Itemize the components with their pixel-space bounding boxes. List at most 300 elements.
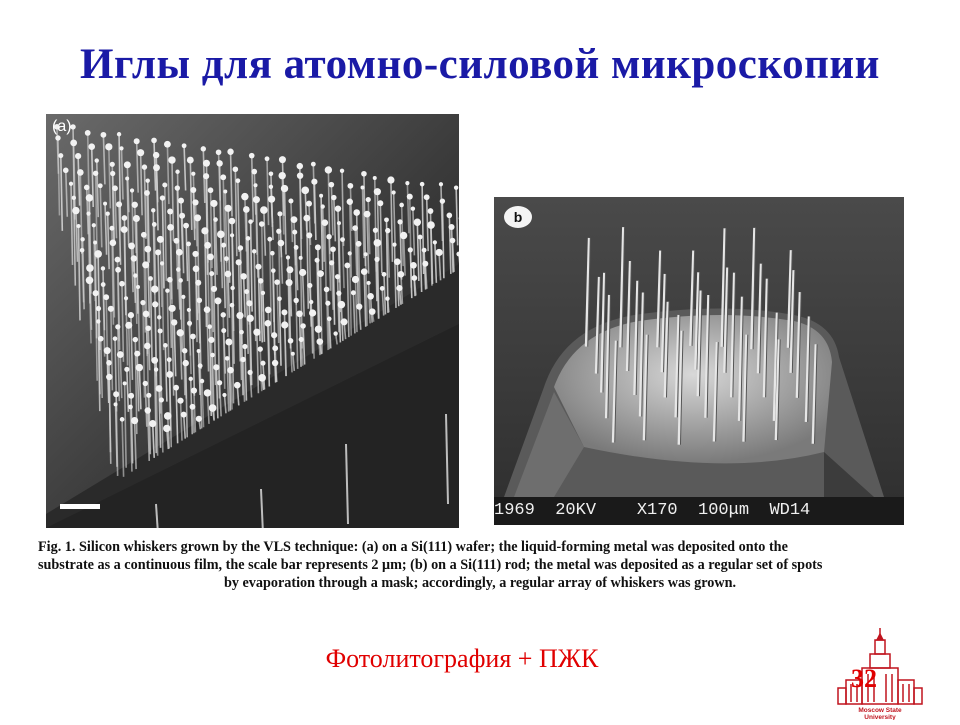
whisker-tip <box>211 286 217 292</box>
whisker-tip <box>336 291 341 296</box>
whisker-tip <box>351 290 356 295</box>
whisker-tip <box>125 176 129 180</box>
whisker-tip <box>225 271 232 278</box>
whisker-tip <box>405 181 409 185</box>
whisker-tip <box>109 226 114 231</box>
whisker-tip <box>327 317 332 322</box>
whisker-tip <box>103 294 109 300</box>
whisker-tip <box>187 321 192 326</box>
whisker-tip <box>272 345 278 351</box>
whisker-tip <box>306 201 312 207</box>
whisker-tip <box>377 200 383 206</box>
whisker-tip <box>225 338 232 345</box>
whisker-tip <box>348 251 352 255</box>
whisker-tip <box>303 215 310 222</box>
whisker-tip <box>130 188 134 192</box>
whisker-tip <box>288 199 293 204</box>
whisker-tip <box>347 183 353 189</box>
whisker-tip <box>254 183 258 187</box>
whisker-tip <box>265 320 272 327</box>
whisker-tip <box>293 298 298 303</box>
whisker-tip <box>167 277 173 283</box>
whisker-tip <box>394 258 401 265</box>
whisker-tip <box>128 312 134 318</box>
whisker-tip <box>182 143 187 148</box>
whisker-tip <box>175 170 179 174</box>
whisker-tip <box>176 249 183 256</box>
whisker-rod-illustration <box>494 197 904 525</box>
whisker-tip <box>93 240 97 244</box>
whisker-tip <box>216 149 222 155</box>
whisker-tip <box>240 357 245 362</box>
whisker-tip <box>177 398 183 404</box>
whisker-tip <box>207 253 214 260</box>
whisker-tip <box>96 306 101 311</box>
whisker-tip <box>108 306 114 312</box>
whisker-tip <box>151 208 155 212</box>
whisker-tip <box>132 202 138 208</box>
panel-label-b: b <box>504 206 532 228</box>
whisker-tip <box>101 132 107 138</box>
whisker-tip <box>397 219 402 224</box>
whisker-tip <box>145 325 151 331</box>
whisker-tip <box>309 309 316 316</box>
whisker-tip <box>276 229 281 234</box>
page-number: 32 <box>842 664 886 694</box>
sem-image-b <box>494 197 904 525</box>
whisker-tip <box>86 276 94 284</box>
whisker-tip <box>137 149 144 156</box>
slide-title: Иглы для атомно-силовой микроскопии <box>0 40 960 89</box>
whisker-tip <box>374 257 379 262</box>
whisker-tip <box>299 256 303 260</box>
whisker-tip <box>248 370 253 375</box>
whisker-tip <box>201 146 206 151</box>
whisker-tip <box>338 301 346 309</box>
whisker-tip <box>261 361 266 366</box>
whisker-tip <box>325 301 330 306</box>
whisker-tip <box>267 237 272 242</box>
whisker-tip <box>110 162 115 167</box>
whisker-tip <box>105 143 112 150</box>
whisker-tip <box>301 187 309 195</box>
whisker-tip <box>163 425 170 432</box>
whisker-tip <box>361 268 368 275</box>
whisker-tip <box>337 221 341 225</box>
whisker-tip <box>278 240 285 247</box>
whisker-tip <box>306 232 312 238</box>
whisker-tip <box>297 172 303 178</box>
whisker-tip <box>142 164 147 169</box>
whisker-tip <box>236 259 242 265</box>
whisker-tip <box>95 158 99 162</box>
whisker-tip <box>369 308 376 315</box>
whisker-tip <box>408 247 413 252</box>
whisker-tip <box>428 208 434 214</box>
whisker-tip <box>286 255 290 259</box>
whisker-tip <box>101 266 105 270</box>
whisker-tip <box>190 404 196 410</box>
whisker-tip <box>156 385 163 392</box>
whisker-tip <box>143 311 150 318</box>
whisker-tip <box>167 209 173 215</box>
whisker-tip <box>331 195 336 200</box>
whisker-tip <box>315 244 321 250</box>
whisker-tip <box>449 224 455 230</box>
whisker-tip <box>160 195 165 200</box>
whisker-tip <box>374 188 381 195</box>
whisker-tip <box>200 379 204 383</box>
whisker-tip <box>146 393 151 398</box>
whisker-tip <box>213 364 219 370</box>
whisker-tip <box>274 279 280 285</box>
whisker-tip <box>80 248 85 253</box>
whisker-tip <box>166 371 173 378</box>
whisker-tip <box>352 276 359 283</box>
whisker-tip <box>299 337 304 342</box>
whisker-tip <box>141 232 147 238</box>
whisker-tip <box>114 402 118 406</box>
figure-caption <box>38 538 922 592</box>
whisker-tip <box>183 223 189 229</box>
whisker-tip <box>142 261 149 268</box>
whisker-tip <box>195 280 201 286</box>
whisker-tip <box>93 290 99 296</box>
whisker-tip <box>382 272 387 277</box>
whisker-tip <box>133 273 137 277</box>
whisker-tip <box>134 138 140 144</box>
whisker-tip <box>235 178 240 183</box>
whisker-tip <box>203 160 210 167</box>
whisker-tip <box>115 267 121 273</box>
whisker-tip <box>439 182 443 186</box>
whisker-tip <box>164 141 171 148</box>
whisker-tip <box>173 385 179 391</box>
whisker-tip <box>364 211 371 218</box>
whisker-tip <box>251 169 257 175</box>
whisker-tip <box>261 291 265 295</box>
whisker-tip <box>373 228 378 233</box>
whisker-tip <box>385 296 389 300</box>
whisker-tip <box>271 332 277 338</box>
whisker-tip <box>241 193 248 200</box>
whisker-tip <box>384 217 389 222</box>
whisker-tip <box>418 235 423 240</box>
whisker-tip <box>422 261 428 267</box>
whisker-tip <box>58 153 63 158</box>
whisker-tip <box>208 337 214 343</box>
whisker-tip <box>196 416 202 422</box>
whisker-tip <box>311 162 316 167</box>
whisker-tip <box>190 334 196 340</box>
whisker-tip <box>124 161 131 168</box>
whisker-tip <box>152 222 157 227</box>
whisker-tip <box>319 194 323 198</box>
whisker-tip <box>157 236 164 243</box>
whisker-tip <box>96 319 100 323</box>
whisker-tip <box>392 242 396 246</box>
whisker-tip <box>101 282 106 287</box>
whisker-tip <box>154 367 158 371</box>
whisker-tip <box>246 236 251 241</box>
whisker-tip <box>84 185 90 191</box>
whisker-tip <box>63 168 69 174</box>
whisker-tip <box>210 200 217 207</box>
whisker-tip <box>159 397 164 402</box>
whisker-tip <box>153 152 159 158</box>
whisker-tip <box>222 393 226 397</box>
whisker-tip <box>94 250 102 258</box>
whisker-tip <box>427 221 435 229</box>
whisker-tip <box>189 377 193 381</box>
whisker-tip <box>246 315 253 322</box>
whisker-tip <box>230 286 234 290</box>
whisker-tip <box>307 283 312 288</box>
sem-image-a <box>46 114 459 528</box>
whisker-tip <box>204 306 211 313</box>
whisker-tip <box>396 285 402 291</box>
sem-info-bar: 1969 20KV X170 100μm WD14 <box>494 497 904 525</box>
whisker-tip <box>325 166 332 173</box>
whisker-tip <box>148 276 153 281</box>
whisker-tip <box>353 209 360 216</box>
whisker-tip <box>174 238 180 244</box>
whisker-tip <box>291 216 298 223</box>
whisker-tip <box>411 275 417 281</box>
whisker-tip <box>214 297 221 304</box>
whisker-tip <box>269 171 274 176</box>
whisker-tip <box>297 163 303 169</box>
whisker-tip <box>103 202 107 206</box>
whisker-tip <box>198 363 203 368</box>
whisker-tip <box>352 225 358 231</box>
whisker-tip <box>131 417 138 424</box>
whisker-tip <box>136 285 140 289</box>
whisker-tip <box>229 218 236 225</box>
whisker-tip <box>116 201 122 207</box>
whisker-tip <box>330 246 336 252</box>
whisker-tip <box>98 183 103 188</box>
whisker-tip <box>110 171 115 176</box>
whisker-tip <box>281 321 288 328</box>
whisker-tip <box>204 242 211 249</box>
whisker-tip <box>411 206 415 210</box>
whisker-tip <box>385 228 390 233</box>
whisker-tip <box>169 305 176 312</box>
whisker-tip <box>120 417 125 422</box>
whisker-tip <box>192 251 198 257</box>
whisker-tip <box>210 353 215 358</box>
whisker-tip <box>194 214 201 221</box>
slide-subtitle: Фотолитография + ПЖК <box>0 644 924 674</box>
whisker-tip <box>164 412 172 420</box>
whisker-tip <box>324 287 330 293</box>
whisker-tip <box>55 135 60 140</box>
whisker-tip <box>225 356 230 361</box>
whisker-tip <box>221 312 226 317</box>
whisker-tip <box>151 357 158 364</box>
whisker-tip <box>178 198 184 204</box>
whisker-tip <box>300 323 305 328</box>
whisker-tip <box>151 285 158 292</box>
scale-bar <box>60 504 100 509</box>
whisker-tip <box>392 190 396 194</box>
whisker-tip <box>167 224 174 231</box>
whisker-tip <box>146 178 150 182</box>
whisker-tip <box>119 146 123 150</box>
whisker-tip <box>433 240 437 244</box>
whisker-tip <box>258 346 263 351</box>
whisker-tip <box>69 182 73 186</box>
whisker-tip <box>227 149 233 155</box>
whisker-tip <box>259 221 265 227</box>
whisker-tip <box>220 174 226 180</box>
whisker-tip <box>309 300 313 304</box>
whisker-tip <box>399 203 404 208</box>
whisker-tip <box>240 273 246 279</box>
whisker-tip <box>117 132 121 136</box>
whisker-tip <box>242 344 247 349</box>
whisker-tip <box>244 289 249 294</box>
whisker-tip <box>311 179 317 185</box>
whisker-tip <box>125 322 132 329</box>
whisker-tip <box>115 324 120 329</box>
panel-label-a: (a) <box>52 118 72 136</box>
whisker-tip <box>143 381 148 386</box>
whisker-tip <box>123 381 127 385</box>
whisker-tip <box>162 182 167 187</box>
whisker-tip <box>98 336 104 342</box>
whisker-tip <box>122 215 128 221</box>
whisker-tip <box>224 256 229 261</box>
whisker-tip <box>320 204 324 208</box>
whisker-tip <box>367 293 374 300</box>
whisker-tip <box>281 185 288 192</box>
whisker-tip <box>105 211 109 215</box>
whisker-tip <box>234 382 241 389</box>
whisker-tip <box>140 300 145 305</box>
whisker-tip <box>361 171 367 177</box>
whisker-tip <box>374 239 382 247</box>
whisker-tip <box>341 318 348 325</box>
whisker-tip <box>193 266 200 273</box>
whisker-tip <box>286 266 293 273</box>
whisker-tip <box>299 269 306 276</box>
whisker-tip <box>207 324 212 329</box>
whisker-tip <box>373 176 377 180</box>
whisker-tip <box>191 172 195 176</box>
whisker-tip <box>163 343 168 348</box>
whisker-tip <box>398 271 405 278</box>
whisker-tip <box>183 360 189 366</box>
whisker-tip <box>272 360 278 366</box>
whisker-tip <box>158 328 163 333</box>
whisker-tip <box>450 238 456 244</box>
whisker-tip <box>366 197 371 202</box>
whisker-tip <box>440 198 445 203</box>
whisker-tip <box>209 271 214 276</box>
whisker-tip <box>387 176 394 183</box>
whisker-tip <box>294 245 299 250</box>
whisker-tip <box>414 219 421 226</box>
whisker-tip <box>410 262 417 269</box>
whisker-tip <box>115 257 121 263</box>
whisker-tip <box>85 130 91 136</box>
whisker-tip <box>400 232 407 239</box>
whisker-tip <box>204 389 211 396</box>
whisker-tip <box>258 374 266 382</box>
whisker-tip <box>335 205 341 211</box>
whisker-tip <box>340 169 344 173</box>
whisker-tip <box>187 157 194 164</box>
whisker-tip <box>233 166 239 172</box>
whisker-tip <box>152 301 158 307</box>
whisker-tip <box>177 329 184 336</box>
whisker-tip <box>356 241 362 247</box>
whisker-tip <box>113 336 118 341</box>
logo-text-1: Moscow State <box>858 707 902 714</box>
whisker-tip <box>76 224 80 228</box>
whisker-tip <box>121 226 128 233</box>
whisker-tip <box>144 343 151 350</box>
whisker-tip <box>197 349 201 353</box>
whisker-tip <box>227 367 234 374</box>
whisker-tip <box>221 328 226 333</box>
whisker-tip <box>155 249 161 255</box>
whisker-tip <box>119 281 125 287</box>
whisker-tip <box>70 139 77 146</box>
whisker-tip <box>197 298 202 303</box>
whisker-tip <box>93 171 98 176</box>
whisker-tip <box>75 153 81 159</box>
whisker-tip <box>221 243 226 248</box>
whisker-tip <box>380 286 385 291</box>
whisker-tip <box>157 315 161 319</box>
whisker-tip <box>447 213 453 219</box>
whisker-tip <box>153 164 160 171</box>
whisker-tip <box>258 278 263 283</box>
whisker-tip <box>364 252 368 256</box>
whisker-tip <box>144 246 151 253</box>
whisker-tip <box>281 309 287 315</box>
whisker-tip <box>104 347 111 354</box>
caption-line-3: by evaporation through a mask; accordingly, a regular array of whiskers was grown. <box>38 574 922 592</box>
whisker-tip <box>151 138 157 144</box>
whisker-tip <box>149 420 156 427</box>
whisker-tip <box>128 393 134 399</box>
whisker-tip <box>277 211 282 216</box>
whisker-tip <box>113 391 119 397</box>
whisker-tip <box>124 367 129 372</box>
whisker-tip <box>187 308 191 312</box>
whisker-tip <box>420 182 425 187</box>
whisker-tip <box>270 251 275 256</box>
whisker-tip <box>209 404 217 412</box>
whisker-tip <box>317 270 324 277</box>
whisker-tip <box>296 310 303 317</box>
whisker-tip <box>190 187 196 193</box>
whisker-tip <box>288 338 294 344</box>
whisker-tip <box>72 196 76 200</box>
logo-text-2: University <box>864 714 896 720</box>
whisker-tip <box>238 245 243 250</box>
whisker-tip <box>208 187 214 193</box>
whisker-tip <box>86 264 94 272</box>
whisker-tip <box>333 331 337 335</box>
whisker-tip <box>92 223 96 227</box>
whisker-tip <box>315 258 320 263</box>
whisker-tip <box>361 186 365 190</box>
